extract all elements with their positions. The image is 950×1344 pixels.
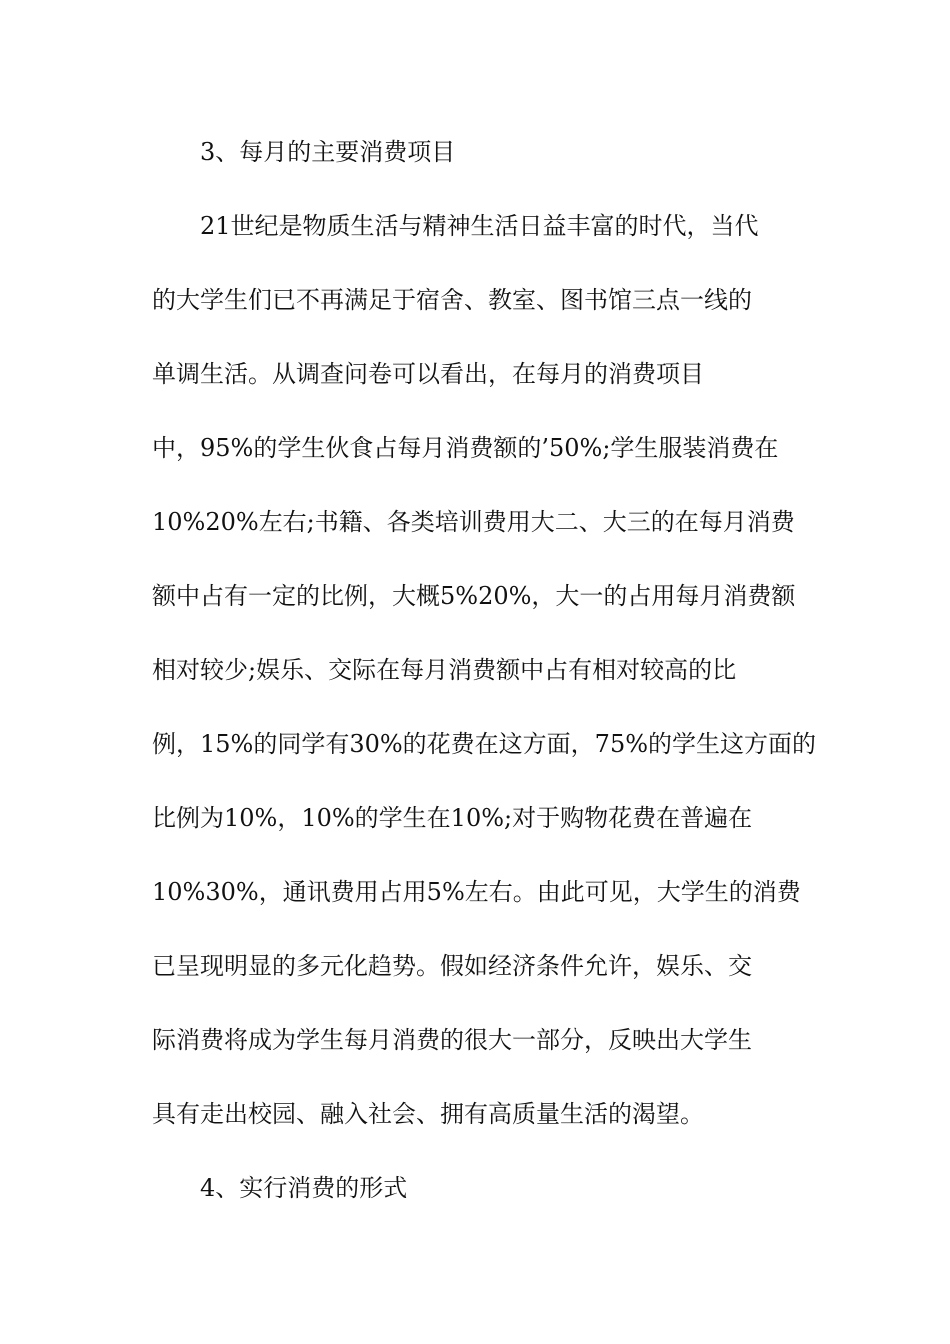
paragraph-line: 10%30%，通讯费用占用5%左右。由此可见，大学生的消费 xyxy=(152,878,801,906)
paragraph-line: 的大学生们已不再满足于宿舍、教室、图书馆三点一线的 xyxy=(152,286,752,314)
paragraph-line: 相对较少;娱乐、交际在每月消费额中占有相对较高的比 xyxy=(152,656,737,684)
paragraph-line: 单调生活。从调查问卷可以看出，在每月的消费项目 xyxy=(152,360,704,388)
paragraph-line: 具有走出校园、融入社会、拥有高质量生活的渴望。 xyxy=(152,1100,704,1128)
paragraph-line: 已呈现明显的多元化趋势。假如经济条件允许，娱乐、交 xyxy=(152,952,752,980)
paragraph-line: 比例为10%，10%的学生在10%;对于购物花费在普遍在 xyxy=(152,804,753,832)
section-heading-4: 4、实行消费的形式 xyxy=(200,1174,408,1202)
paragraph-line: 例，15%的同学有30%的花费在这方面，75%的学生这方面的 xyxy=(152,730,817,758)
paragraph-line: 中，95%的学生伙食占每月消费额的’50%;学生服装消费在 xyxy=(152,434,779,462)
paragraph-line: 10%20%左右;书籍、各类培训费用大二、大三的在每月消费 xyxy=(152,508,795,536)
paragraph-line: 际消费将成为学生每月消费的很大一部分，反映出大学生 xyxy=(152,1026,752,1054)
paragraph-line: 额中占有一定的比例，大概5%20%，大一的占用每月消费额 xyxy=(152,582,796,610)
section-heading-3: 3、每月的主要消费项目 xyxy=(200,138,456,166)
paragraph-line: 21世纪是物质生活与精神生活日益丰富的时代，当代 xyxy=(200,212,759,240)
